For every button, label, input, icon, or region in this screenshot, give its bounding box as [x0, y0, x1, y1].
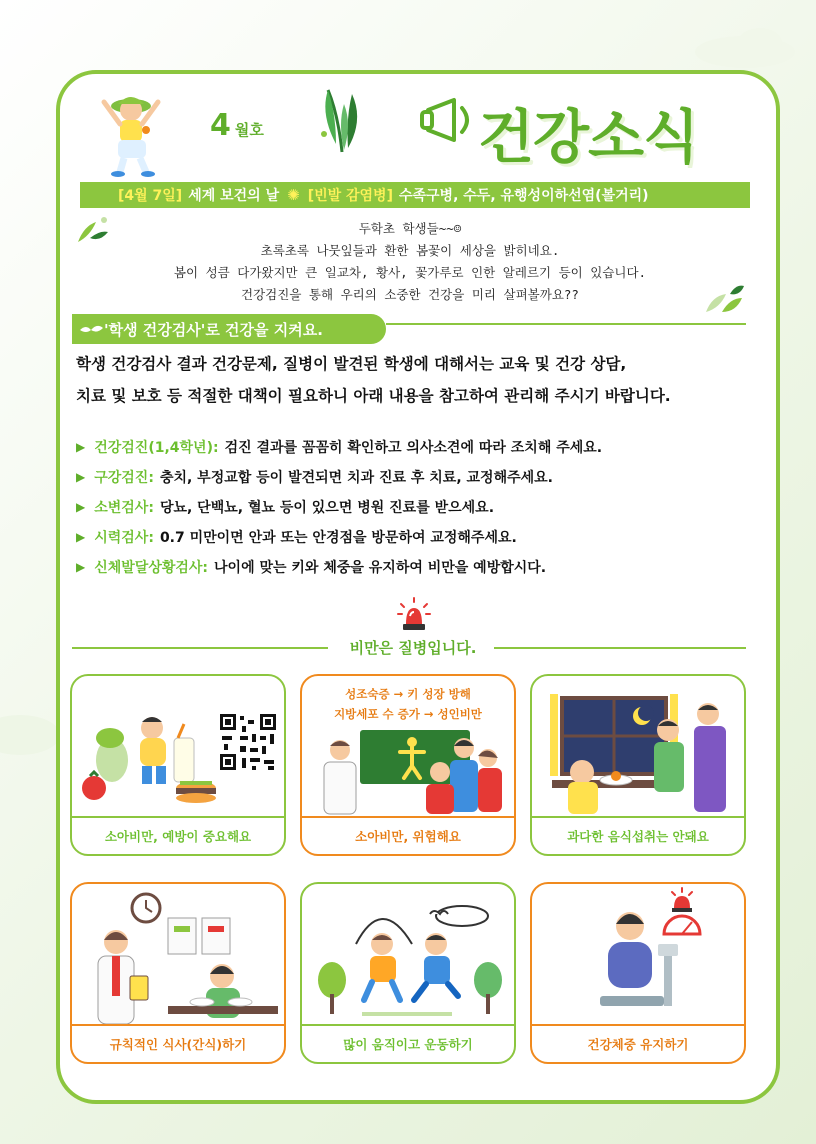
- regular-meal-illustration: [72, 884, 284, 1024]
- card-caption: 건강체중 유지하기: [532, 1024, 744, 1062]
- doctor-explaining-illustration: [302, 676, 514, 816]
- note-line: 성조숙증 → 키 성장 방해: [345, 687, 471, 701]
- siren-icon: [397, 596, 431, 632]
- triangle-bullet-icon: ▶: [76, 440, 86, 454]
- greeting-text: [90, 218, 730, 306]
- megaphone-icon: [420, 92, 480, 148]
- section-heading-text: '학생 건강검사'로 건강을 지켜요.: [104, 320, 323, 339]
- obesity-card: [300, 882, 516, 1064]
- banner-disease-text: 수족구병, 수두, 유행성이하선염(볼거리): [398, 188, 649, 204]
- triangle-bullet-icon: ▶: [76, 470, 86, 484]
- checkup-text: 나이에 맞는 키와 체중을 유지하여 비만을 예방합시다.: [214, 560, 547, 576]
- greeting-line: 두학초 학생들~~☺: [358, 221, 462, 236]
- paragraph-line: 치료 및 보호 등 적절한 대책이 필요하니 아래 내용을 참고하여 관리해 주시기 바랍니다.: [76, 387, 671, 405]
- leaf-decoration-icon: [700, 282, 746, 316]
- checkup-text: 충치, 부정교합 등이 발견되면 치과 진료 후 치료, 교정해주세요.: [159, 470, 553, 486]
- section-paragraph: [76, 348, 766, 412]
- list-item: [76, 492, 766, 522]
- paragraph-line: 학생 건강검사 결과 건강문제, 질병이 발견된 학생에 대해서는 교육 및 건강 상담,: [76, 355, 627, 373]
- list-item: [76, 552, 766, 582]
- obesity-card: [530, 674, 746, 856]
- background-cloud-decoration: [690, 20, 800, 70]
- greeting-line: 초록초록 나뭇잎들과 환한 봄꽃이 세상을 밝히네요.: [260, 243, 560, 258]
- checkup-text: 검진 결과를 꼼꼼히 확인하고 의사소견에 따라 조치해 주세요.: [224, 440, 603, 456]
- kid-with-hat-illustration: [96, 88, 166, 178]
- obesity-card: [530, 882, 746, 1064]
- list-item: [76, 462, 766, 492]
- checkup-key: 구강검진:: [94, 470, 154, 486]
- triangle-bullet-icon: ▶: [76, 560, 86, 574]
- banner-date-label: [4월 7일]: [118, 188, 183, 204]
- sun-icon: ✺: [287, 186, 300, 204]
- checkup-text: 당뇨, 단백뇨, 혈뇨 등이 있으면 병원 진료를 받으세요.: [159, 500, 495, 516]
- banner-date-text: 세계 보건의 날: [188, 188, 280, 204]
- obesity-card: [70, 882, 286, 1064]
- banner-disease-label: [빈발 감염병]: [307, 188, 393, 204]
- triangle-bullet-icon: ▶: [76, 530, 86, 544]
- obesity-heading: 비만은 질병입니다.: [349, 639, 477, 657]
- event-banner: [80, 182, 750, 208]
- checkup-key: 건강검진(1,4학년):: [94, 440, 219, 456]
- divider: [72, 647, 328, 649]
- section-heading: [72, 314, 386, 344]
- greeting-line: 봄이 성큼 다가왔지만 큰 일교차, 황사, 꽃가루로 인한 알레르기 등이 있습니다.: [173, 265, 647, 280]
- checkup-key: 신체발달상황검사:: [94, 560, 209, 576]
- card-caption: 과다한 음식섭취는 안돼요: [532, 816, 744, 854]
- issue-label: [210, 108, 264, 143]
- overeating-at-night-illustration: [532, 676, 744, 816]
- plant-leaves-icon: [318, 84, 366, 154]
- weighing-scale-illustration: [532, 884, 744, 1024]
- greeting-line: 건강검진을 통해 우리의 소중한 건강을 미리 살펴볼까요??: [241, 287, 579, 302]
- triangle-bullet-icon: ▶: [76, 500, 86, 514]
- divider: [386, 323, 746, 325]
- issue-number: 4: [210, 108, 231, 143]
- issue-suffix: 월호: [234, 121, 264, 139]
- card-caption: 규칙적인 식사(간식)하기: [72, 1024, 284, 1062]
- sprout-icon: [78, 322, 104, 336]
- note-line: 지방세포 수 증가 → 성인비만: [334, 707, 482, 721]
- card-caption: 소아비만, 위험해요: [302, 816, 514, 854]
- obesity-card: [300, 674, 516, 856]
- page-title: 건강소식: [478, 103, 699, 171]
- checkup-key: 소변검사:: [94, 500, 154, 516]
- obesity-card: [70, 674, 286, 856]
- checkup-key: 시력검사:: [94, 530, 154, 546]
- card-caption: 많이 움직이고 운동하기: [302, 1024, 514, 1062]
- checkup-list: [76, 432, 766, 582]
- list-item: [76, 522, 766, 552]
- checkup-text: 0.7 미만이면 안과 또는 안경점을 방문하여 교정해주세요.: [159, 530, 517, 546]
- list-item: [76, 432, 766, 462]
- card-caption: 소아비만, 예방이 중요해요: [72, 816, 284, 854]
- divider: [494, 647, 746, 649]
- qr-code-icon: [218, 712, 278, 772]
- kids-exercising-illustration: [302, 884, 514, 1024]
